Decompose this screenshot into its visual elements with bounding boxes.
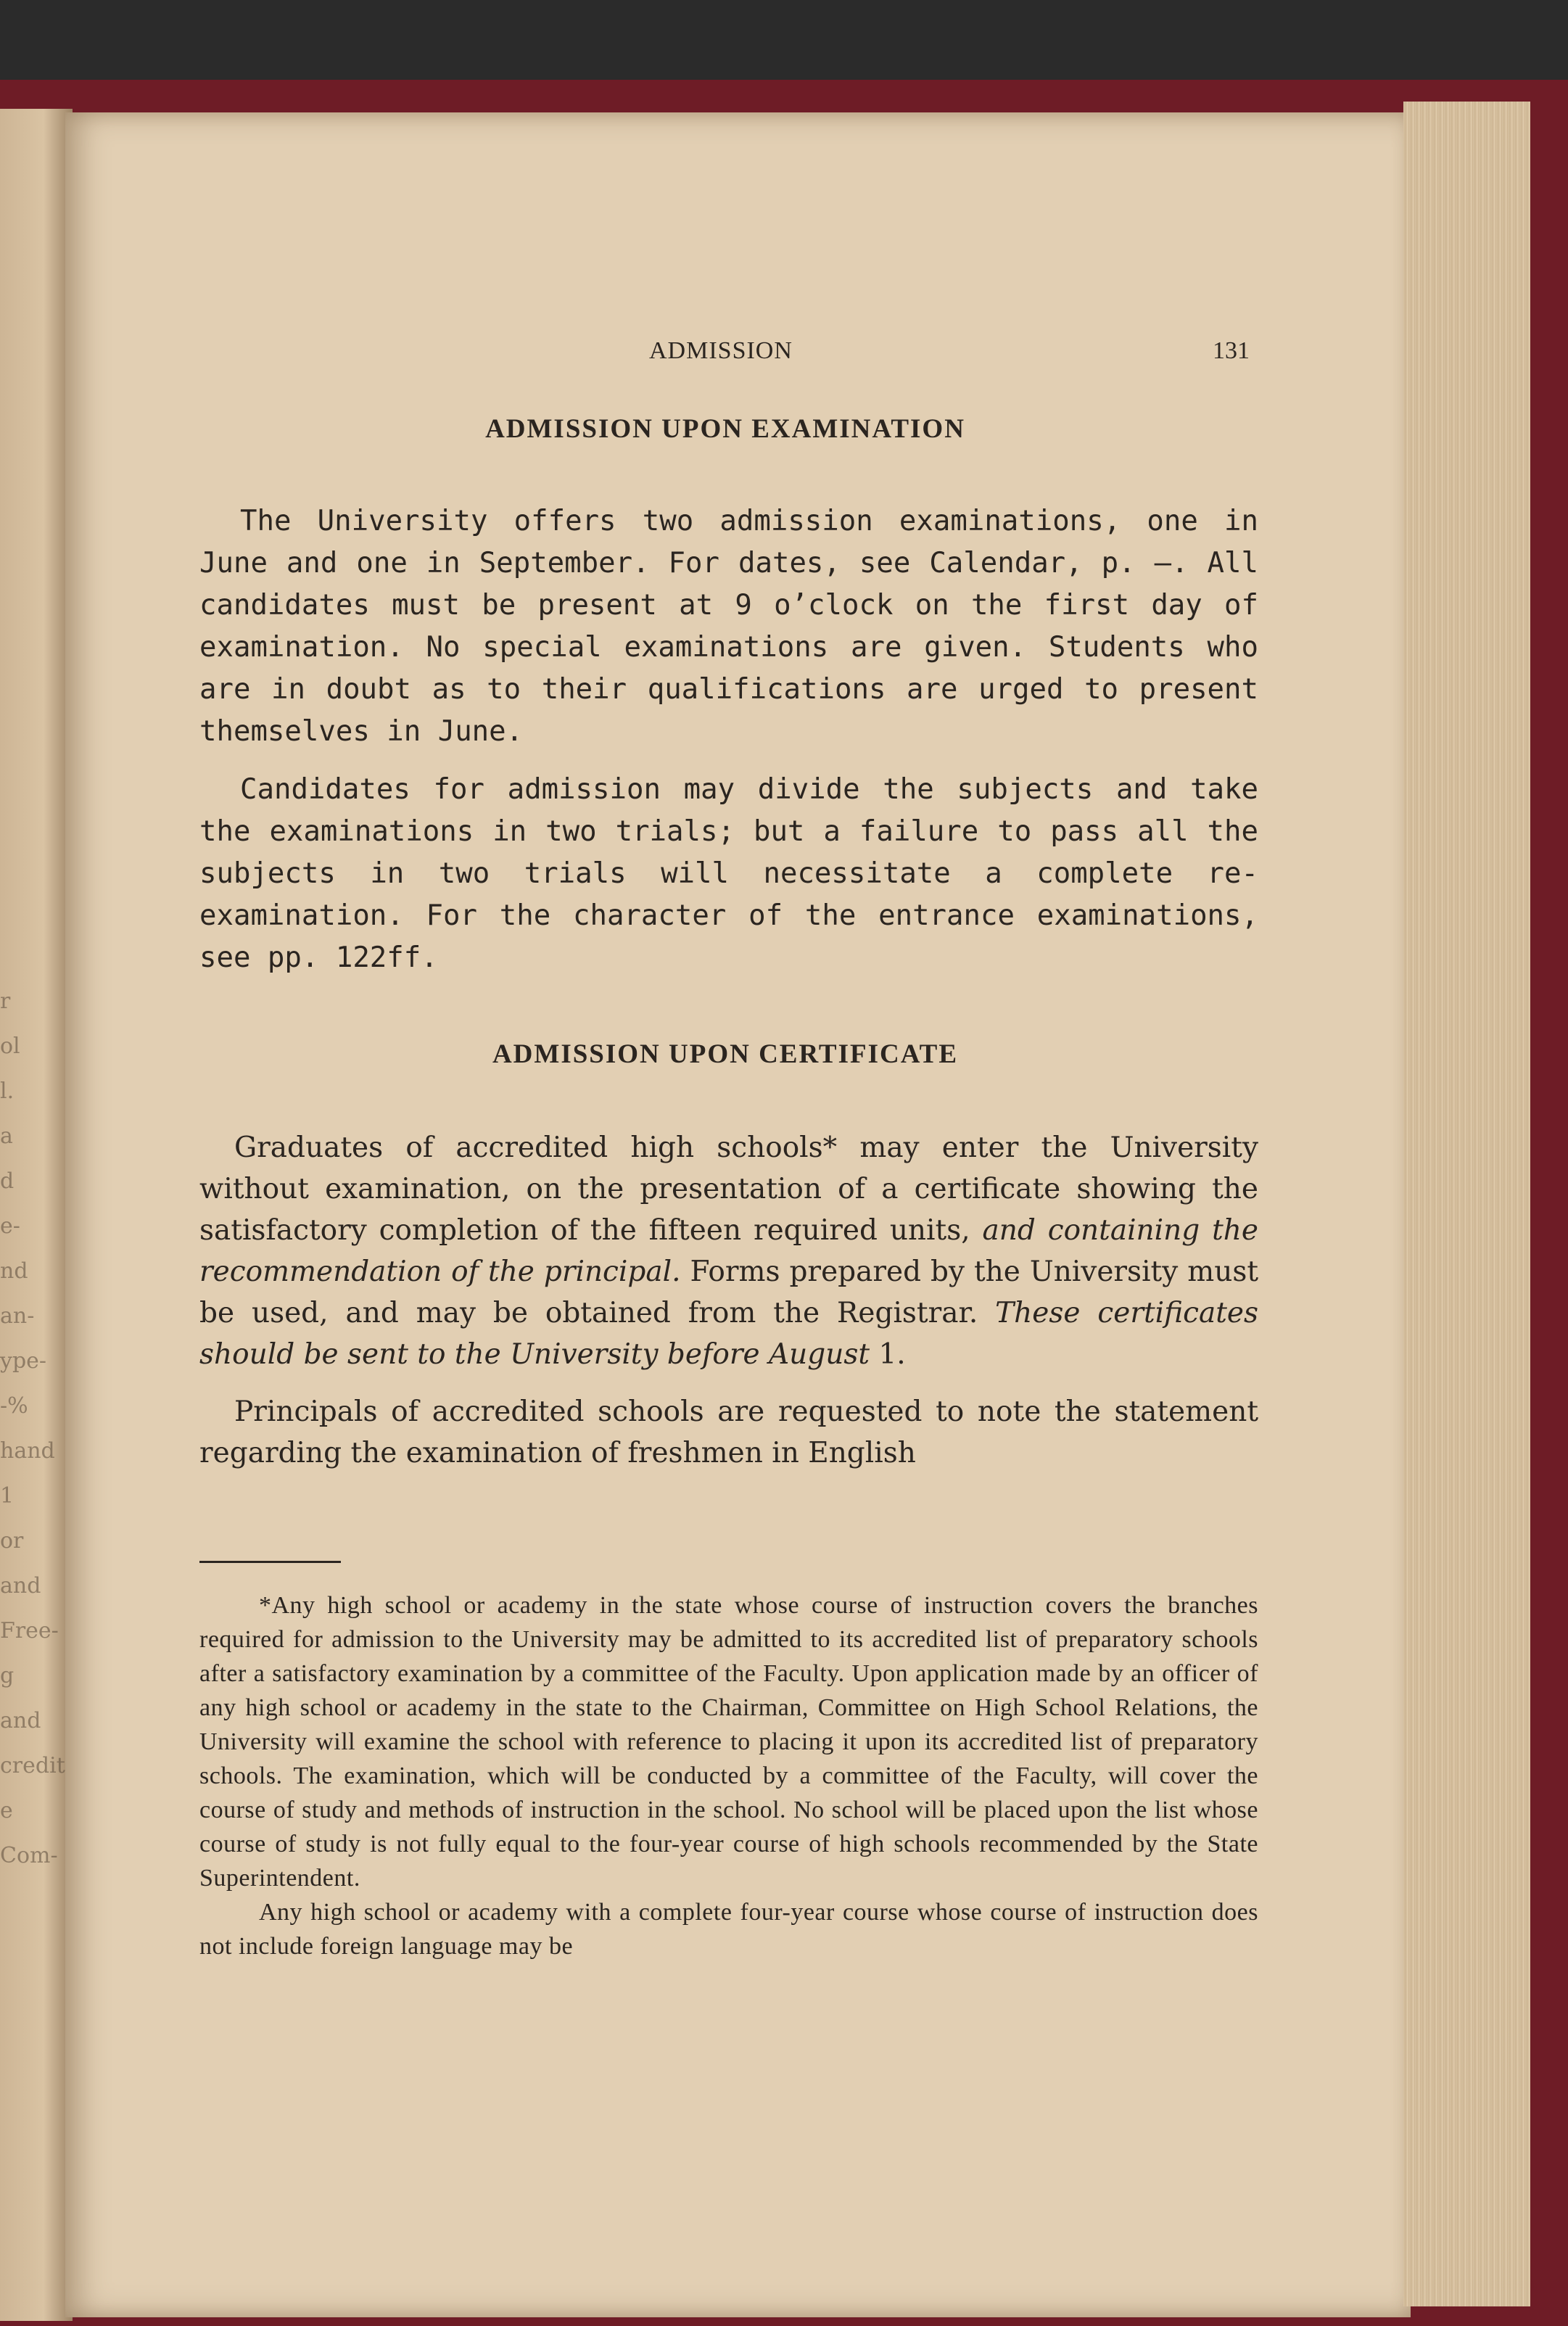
paragraph	[199, 1127, 1258, 1375]
paragraph-text: 1.	[878, 1338, 906, 1371]
left-page-fragment: d	[0, 1168, 15, 1194]
left-page-fragment: r	[0, 989, 11, 1014]
examination-section-body	[199, 500, 1258, 995]
footnote: *Any high school or academy in the state whose course of instruction covers the branches required for admission to the University may be admitted to its accredited list of preparatory schools after a satisfactory examination by a committee of the Faculty. Upon application made by an officer of any high school or academy in the state to the Chairman, Committee on High School Relations, the University will examine the school with reference to placing it upon its accredited list of preparatory schools. The examination, which will be conducted by a committee of the Faculty, will cover the course of study and methods of instruction in the school. No school will be placed upon the list whose course of study is not fully equal to the four-year course of high schools recommended by the State Superintendent.	[199, 1592, 1258, 1892]
certificate-section-body	[199, 1127, 1258, 1490]
section-heading-examination: ADMISSION UPON EXAMINATION	[485, 414, 965, 444]
left-page-fragment: l.	[0, 1079, 15, 1104]
page-header	[0, 337, 1568, 374]
paragraph: Candidates for admission may divide the subjects and take the examinations in two trials; but a failure to pass all the subjects in two trials will necessitate a complete re-examination. For the character of the entrance examinations, see pp. 122ff.	[199, 773, 1258, 974]
paragraph-text: Forms prepared by the University must be used, and may be obtained from the Registrar.	[199, 1255, 1259, 1329]
footnote: Any high school or academy with a complete four-year course whose course of instruction does not include foreign language may be	[199, 1899, 1258, 1960]
left-page-fragment: -%	[0, 1393, 28, 1419]
left-page-fragment: Free-	[0, 1618, 59, 1644]
left-page-fragment: e-	[0, 1213, 20, 1239]
left-page-fragment: an-	[0, 1303, 35, 1329]
left-page-fragment: credit	[0, 1753, 65, 1778]
left-page-fragment: nd	[0, 1258, 28, 1284]
page-number: 131	[1213, 337, 1250, 364]
paragraph: Principals of accredited schools are requested to note the statement regarding the examination of freshmen in English	[199, 1395, 1258, 1469]
left-page-fragment: and	[0, 1573, 41, 1599]
left-page-fragment: 1 or	[0, 1483, 24, 1554]
section-heading-certificate: ADMISSION UPON CERTIFICATE	[492, 1039, 959, 1069]
left-page-fragment: hand	[0, 1438, 55, 1464]
left-page-fragment: ol	[0, 1034, 20, 1059]
paragraph-emphasis: and containing the recommendation of the principal.	[199, 1214, 1258, 1288]
footnote-rule	[199, 1561, 341, 1563]
left-page-fragment: ype-	[0, 1348, 47, 1374]
running-head: ADMISSION	[649, 337, 793, 364]
left-page-fragment: g and	[0, 1663, 41, 1733]
left-page-fragment: a	[0, 1123, 13, 1149]
left-page-text-fragments	[0, 979, 65, 1878]
paragraph-text: Graduates of accredited high schools* may enter the University without examination, on the presentation of a certificate showing the satisfactory completion of the fifteen required units,	[199, 1131, 1258, 1247]
left-page-fragment: e Com-	[0, 1798, 58, 1868]
backdrop	[0, 0, 1568, 87]
footnotes	[199, 1588, 1258, 1963]
paragraph-emphasis: These certificates should be sent to the University before August	[199, 1297, 1258, 1371]
paragraph: The University offers two admission examinations, one in June and one in September. For dates, see Calendar, p. —. All candidates must be present at 9 o’clock on the first day of examination. No special examinations are given. Students who are in doubt as to their qualifications are urged to present themselves in June.	[199, 505, 1258, 748]
